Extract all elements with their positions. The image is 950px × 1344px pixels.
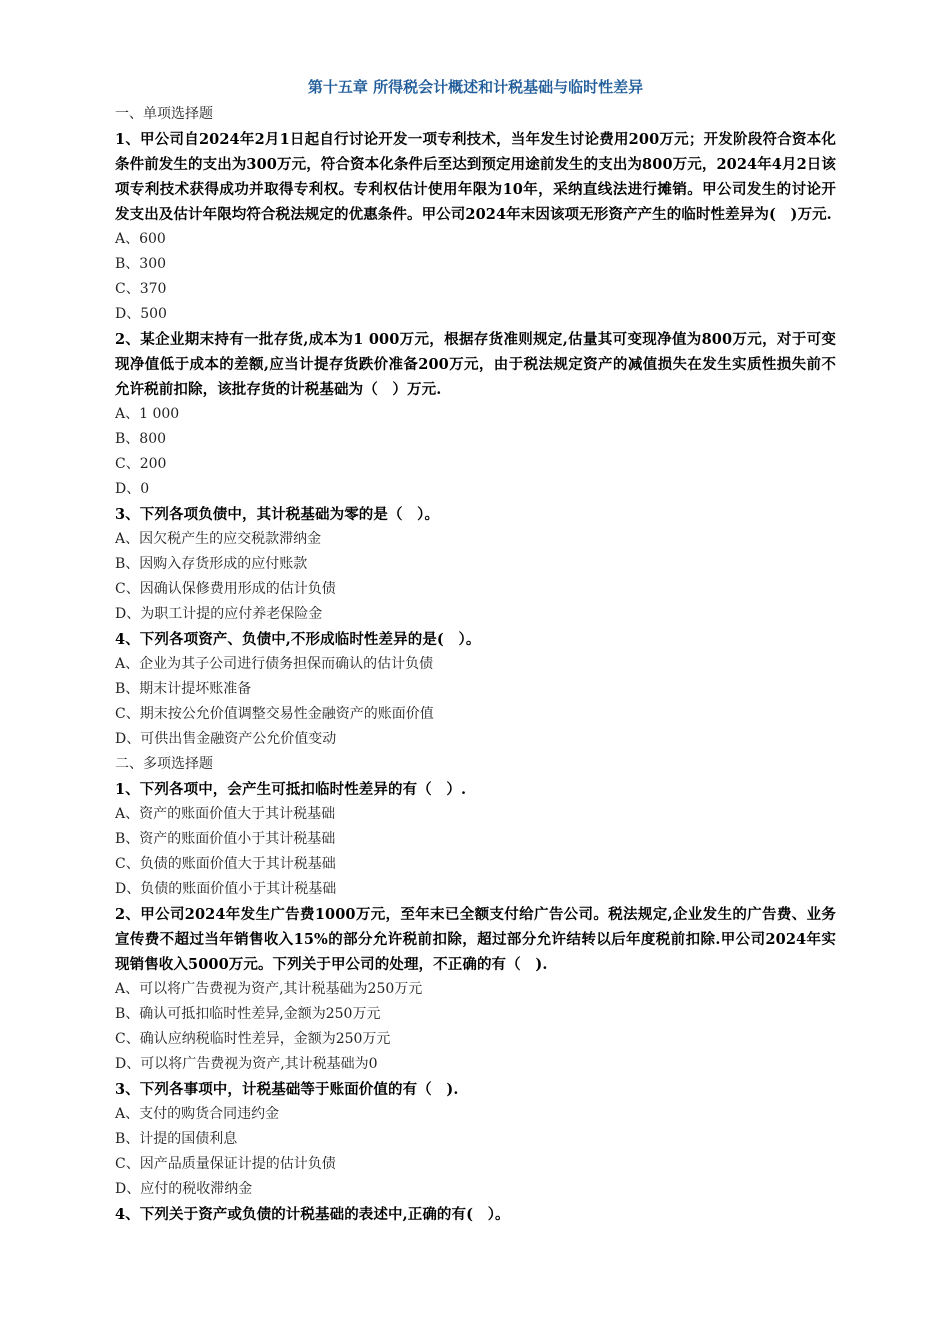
multi-question-2 — [115, 902, 836, 1077]
option-d: D、0 — [115, 481, 150, 497]
option-b: B、期末计提坏账准备 — [115, 681, 252, 697]
question-text: 4、下列关于资产或负债的计税基础的表述中,正确的有( ）。 — [115, 1206, 510, 1223]
option-c: C、负债的账面价值大于其计税基础 — [115, 856, 336, 872]
option-a: A、因欠税产生的应交税款滞纳金 — [115, 531, 322, 547]
question-text: 3、下列各事项中，计税基础等于账面价值的有（ ). — [115, 1081, 459, 1098]
option-a: A、600 — [115, 231, 166, 247]
page-title: 第十五章 所得税会计概述和计税基础与临时性差异 — [307, 78, 644, 96]
option-b: B、资产的账面价值小于其计税基础 — [115, 831, 336, 847]
question-text: 3、下列各项负债中，其计税基础为零的是（ ）。 — [115, 506, 440, 523]
question-2 — [115, 327, 836, 502]
option-b: B、计提的国债利息 — [115, 1131, 238, 1147]
question-text: 1、下列各项中，会产生可抵扣临时性差异的有（ ）. — [115, 781, 467, 798]
multi-question-3 — [115, 1077, 836, 1202]
section-heading-multiple-choice: 二、多项选择题 — [115, 756, 213, 772]
multi-question-1 — [115, 777, 836, 902]
option-c: C、确认应纳税临时性差异，金额为250万元 — [115, 1031, 391, 1047]
option-a: A、可以将广告费视为资产,其计税基础为250万元 — [115, 981, 423, 997]
option-b: B、因购入存货形成的应付账款 — [115, 556, 308, 572]
option-d: D、可供出售金融资产公允价值变动 — [115, 731, 337, 747]
option-b: B、800 — [115, 431, 167, 447]
option-d: D、应付的税收滞纳金 — [115, 1181, 253, 1197]
option-d: D、可以将广告费视为资产,其计税基础为0 — [115, 1056, 378, 1072]
option-c: C、期末按公允价值调整交易性金融资产的账面价值 — [115, 706, 434, 722]
option-c: C、因产品质量保证计提的估计负债 — [115, 1156, 336, 1172]
question-text: 4、下列各项资产、负债中,不形成临时性差异的是( ）。 — [115, 631, 481, 648]
question-text: 2、甲公司2024年发生广告费1000万元，至年末已全额支付给广告公司。税法规定,企业发生的广告费、业务宣传费不超过当年销售收入15%的部分允许税前扣除，超过部分允许结转以后年度税前扣除.甲公司2024年实现销售收入5000万元。下列关于甲公司的处理，不正确的有（ ). — [115, 906, 836, 973]
question-4 — [115, 627, 836, 752]
question-text: 2、某企业期末持有一批存货,成本为1 000万元，根据存货准则规定,估量其可变现净值为800万元，对于可变现净值低于成本的差额,应当计提存货跌价准备200万元，由于税法规定资产的减值损失在发生实质性损失前不允许税前扣除，该批存货的计税基础为（ ）万元. — [115, 331, 836, 398]
section-heading-single-choice: 一、单项选择题 — [115, 106, 213, 122]
option-d: D、负债的账面价值小于其计税基础 — [115, 881, 337, 897]
option-b: B、确认可抵扣临时性差异,金额为250万元 — [115, 1006, 381, 1022]
option-b: B、300 — [115, 256, 167, 272]
option-a: A、资产的账面价值大于其计税基础 — [115, 806, 336, 822]
question-text: 1、甲公司自2024年2月1日起自行讨论开发一项专利技术，当年发生讨论费用200万元；开发阶段符合资本化条件前发生的支出为300万元，符合资本化条件后至达到预定用途前发生的支出为800万元，2024年4月2日该项专利技术获得成功并取得专利权。专利权估计使用年限为10年，采纳直线法进行摊销。甲公司发生的讨论开发支出及估计年限均符合税法规定的优惠条件。甲公司2024年末因该项无形资产产生的临时性差异为( )万元. — [115, 131, 836, 223]
question-1 — [115, 127, 836, 327]
option-c: C、200 — [115, 456, 167, 472]
question-3 — [115, 502, 836, 627]
option-a: A、支付的购货合同违约金 — [115, 1106, 280, 1122]
option-d: D、500 — [115, 306, 167, 322]
option-a: A、企业为其子公司进行债务担保而确认的估计负债 — [115, 656, 434, 672]
option-a: A、1 000 — [115, 406, 180, 422]
multi-question-4 — [115, 1202, 836, 1227]
option-c: C、370 — [115, 281, 167, 297]
option-d: D、为职工计提的应付养老保险金 — [115, 606, 323, 622]
option-c: C、因确认保修费用形成的估计负债 — [115, 581, 336, 597]
